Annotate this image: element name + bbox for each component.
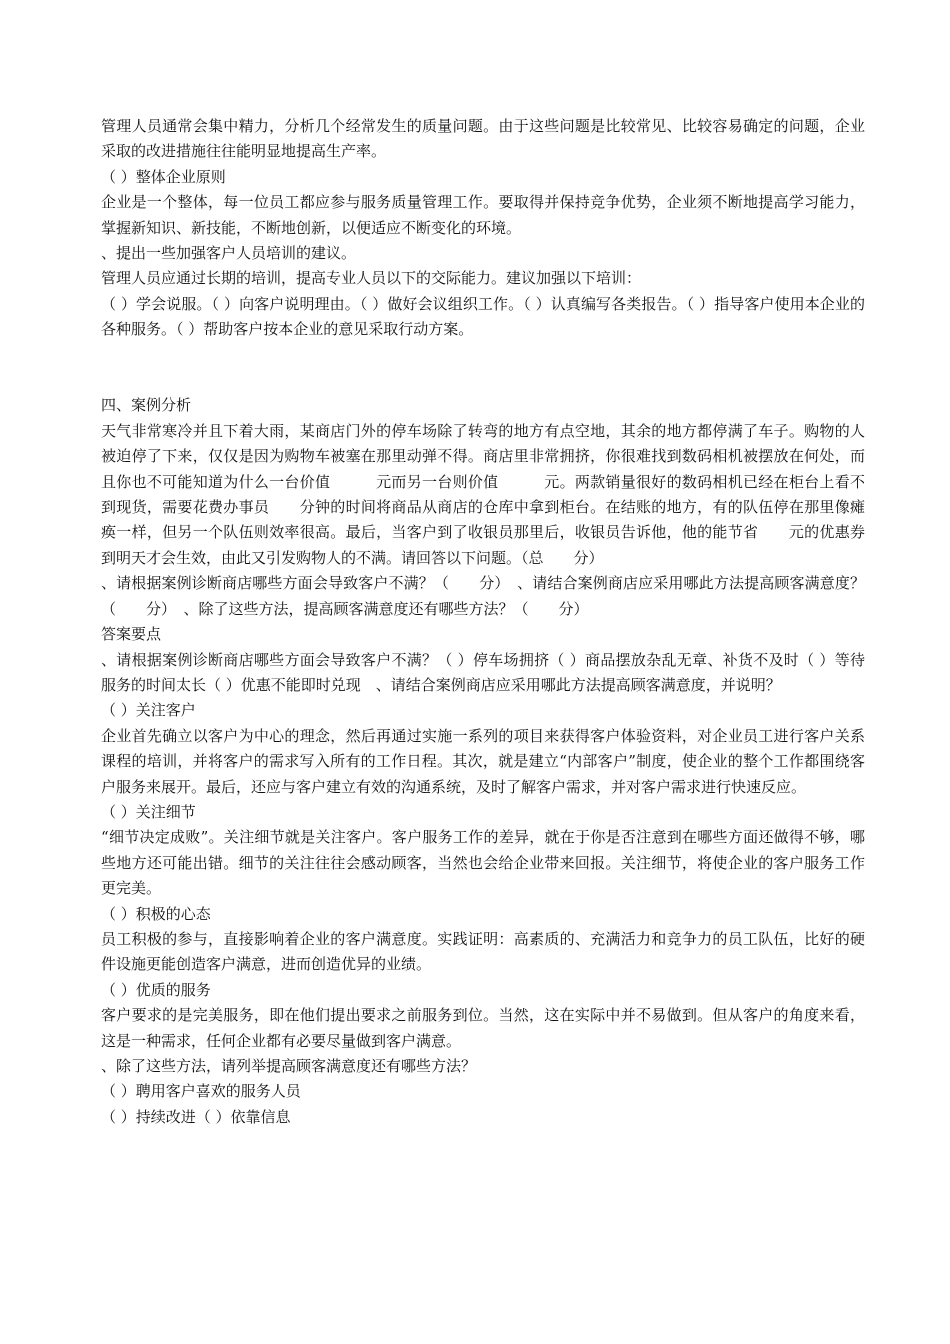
paragraph-quality-focus: 管理人员通常会集中精力，分析几个经常发生的质量问题。由于这些问题是比较常见、比较容易确定的问题，企业采取的改进措施往往能明显地提高生产率。 xyxy=(101,117,865,161)
paragraph-focus-on-details: “细节决定成败”。关注细节就是关注客户。客户服务工作的差异，就在于你是否注意到在哪些方面还做得不够，哪些地方还可能出错。细节的关注往往会感动顾客，当然也会给企业带来回报。关注细节，将使企业的客户服务工作更完美。 xyxy=(101,828,865,898)
paragraph-whole-enterprise: 企业是一个整体，每一位员工都应参与服务质量管理工作。要取得并保持竞争优势，企业须不断地提高学习能力，掌握新知识、新技能，不断地创新，以便适应不断变化的环境。 xyxy=(101,193,865,237)
paragraph-training-list: （ ）学会说服。（ ）向客户说明理由。（ ）做好会议组织工作。（ ）认真编写各类报告。（ ）指导客户使用本企业的各种服务。（ ）帮助客户按本企业的意见采取行动方案。 xyxy=(101,294,865,339)
list-item-hire-staff: （ ）聘用客户喜欢的服务人员 xyxy=(101,1082,301,1101)
heading-other-methods: 、除了这些方法，请列举提高顾客满意度还有哪些方法？ xyxy=(101,1057,477,1076)
heading-whole-enterprise-principle: （ ）整体企业原则 xyxy=(101,167,226,186)
document-body xyxy=(101,114,865,1130)
paragraph-focus-on-customer: 企业首先确立以客户为中心的理念，然后再通过实施一系列的项目来获得客户体验资料，对企业员工进行客户关系课程的培训，并将客户的需求写入所有的工作日程。其次，就是建立“内部客户”制度，使企业的整个工作都围绕客户服务来展开。最后，还应与客户建立有效的沟通系统，及时了解客户需求，并对客户需求进行快速反应。 xyxy=(101,726,865,796)
paragraph-case-questions: 、请根据案例诊断商店哪些方面会导致客户不满？（ 分） 、请结合案例商店应采用哪此方法提高顾客满意度？（ 分） 、除了这些方法，提高顾客满意度还有哪些方法？（ 分） xyxy=(101,574,865,618)
paragraph-training-intro: 管理人员应通过长期的培训，提高专业人员以下的交际能力。建议加强以下培训： xyxy=(101,269,642,288)
heading-training-suggestions: 、提出一些加强客户人员培训的建议。 xyxy=(101,244,357,263)
paragraph-case-description: 天气非常寒冷并且下着大雨，某商店门外的停车场除了转弯的地方有点空地，其余的地方都停满了车子。购物的人被迫停了下来，仅仅是因为购物车被塞在那里动弹不得。商店里非常拥挤，你很难找到数码相机被摆放在何处，而且你也不可能知道为什么一台价值 元而另一台则价值 元。两款销量很好的数码相机已经在柜台上看不到现货，需要花费办事员 分钟的时间将商品从商店的仓库中拿到柜台。在结账的地方，有的队伍停在那里像瘫痪一样，但另一个队伍则效率很高。最后，当客户到了收银员那里后，收银员告诉他，他的能节省 元的优惠券到明天才会生效，由此又引发购物人的不满。请回答以下问题。（总 分） xyxy=(101,421,865,567)
paragraph-quality-service: 客户要求的是完美服务，即在他们提出要求之前服务到位。当然，这在实际中并不易做到。但从客户的角度来看，这是一种需求，任何企业都有必要尽量做到客户满意。 xyxy=(101,1006,865,1050)
list-item-improve-and-information: （ ）持续改进（ ）依靠信息 xyxy=(101,1107,291,1126)
heading-positive-attitude: （ ）积极的心态 xyxy=(101,904,211,923)
heading-focus-on-customer: （ ）关注客户 xyxy=(101,701,196,720)
paragraph-answer-diagnosis: 、请根据案例诊断商店哪些方面会导致客户不满？（ ）停车场拥挤（ ）商品摆放杂乱无章、补货不及时（ ）等待服务的时间太长（ ）优惠不能即时兑现 、请结合案例商店应采用哪此方法提高顾客满意度，并说明？ xyxy=(101,650,865,694)
heading-quality-service: （ ）优质的服务 xyxy=(101,980,211,999)
heading-answer-points: 答案要点 xyxy=(101,625,162,644)
section-spacer xyxy=(101,343,865,394)
paragraph-positive-attitude: 员工积极的参与，直接影响着企业的客户满意度。实践证明：高素质的、充满活力和竞争力的员工队伍，比好的硬件设施更能创造客户满意，进而创造优异的业绩。 xyxy=(101,929,865,974)
heading-case-analysis: 四、案例分析 xyxy=(101,396,192,415)
heading-focus-on-details: （ ）关注细节 xyxy=(101,802,196,821)
